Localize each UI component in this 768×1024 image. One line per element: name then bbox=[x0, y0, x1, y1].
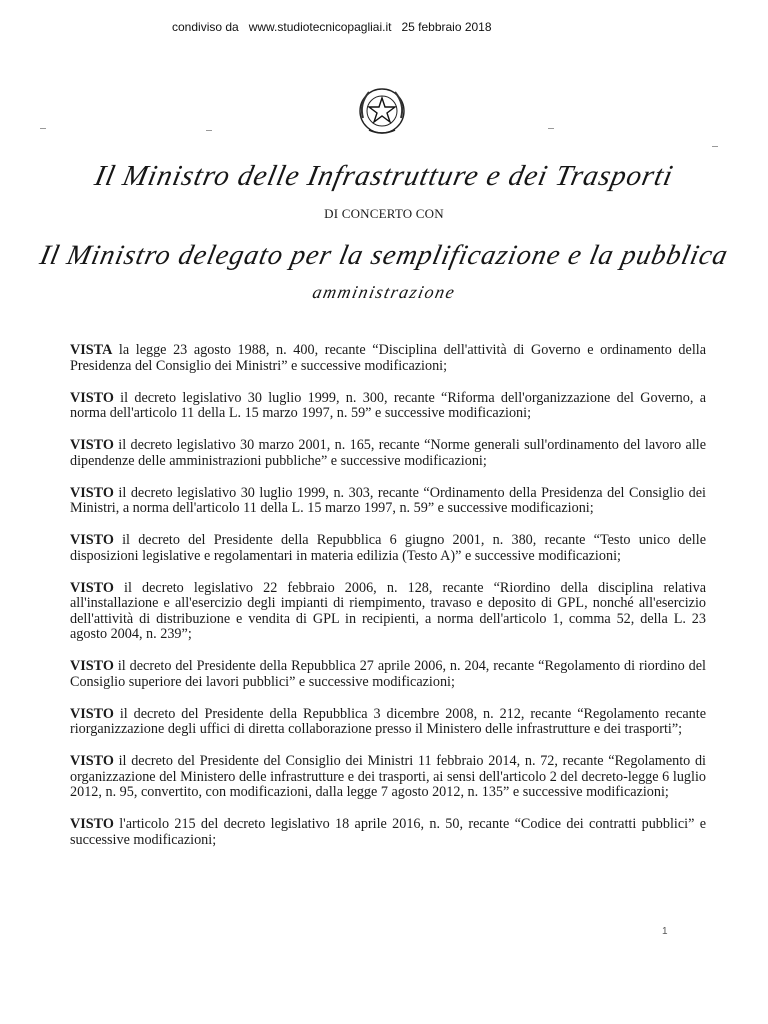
recital-paragraph bbox=[70, 486, 706, 517]
title-minister-secondary-line1: Il Ministro delegato per la semplificazione e la pubblica bbox=[37, 240, 732, 271]
recital-paragraph bbox=[70, 391, 706, 422]
recital-text: il decreto del Presidente del Consiglio dei Ministri 11 febbraio 2014, n. 72, recante “Regolamento di organizzazione del Ministero delle infrastrutture e dei trasporti, ai sensi dell'articolo 2 del decreto-legge 6 luglio 2012, n. 95, convertito, con modificazioni, dalla legge 7 agosto 2012, n. 135” e successive modificazioni; bbox=[70, 753, 706, 800]
recital-text: il decreto legislativo 30 luglio 1999, n. 303, recante “Ordinamento della Presidenza del Consiglio dei Ministri, a norma dell'articolo 11 della L. 15 marzo 1997, n. 59” e successive modificazioni; bbox=[70, 484, 706, 516]
recital-text: l'articolo 215 del decreto legislativo 18 aprile 2016, n. 50, recante “Codice dei contratti pubblici” e successive modificazioni; bbox=[70, 816, 706, 848]
recital-lead: VISTO bbox=[70, 816, 114, 832]
recital-lead: VISTO bbox=[70, 753, 114, 769]
recital-paragraph bbox=[70, 817, 706, 848]
recital-lead: VISTO bbox=[70, 484, 114, 501]
recital-text: il decreto legislativo 30 marzo 2001, n. 165, recante “Norme generali sull'ordinamento del lavoro alle dipendenze delle amministrazioni pubbliche” e successive modificazioni; bbox=[70, 437, 706, 469]
title-minister-secondary-line2: amministrazione bbox=[310, 282, 458, 302]
recital-text: il decreto del Presidente della Repubblica 6 giugno 2001, n. 380, recante “Testo unico delle disposizioni legislative e regolamentari in materia edilizia (Testo A)” e successive modificazioni; bbox=[70, 532, 706, 564]
recital-lead: VISTO bbox=[70, 658, 114, 674]
recital-lead: VISTA bbox=[70, 342, 113, 358]
header-note: condiviso da www.studiotecnicopagliai.it 25 febbraio 2018 bbox=[172, 20, 492, 34]
recital-text: il decreto legislativo 30 luglio 1999, n. 300, recante “Riforma dell'organizzazione del Governo, a norma dell'articolo 11 della L. 15 marzo 1997, n. 59” e successive modificazioni; bbox=[70, 389, 706, 421]
recital-text: il decreto del Presidente della Repubblica 27 aprile 2006, n. 204, recante “Regolamento di riordino del Consiglio superiore dei lavori pubblici” e successive modificazioni; bbox=[70, 658, 706, 690]
recital-paragraph bbox=[70, 533, 706, 564]
recital-text: la legge 23 agosto 1988, n. 400, recante “Disciplina dell'attività di Governo e ordinamento della Presidenza del Consiglio dei Ministri” e successive modificazioni; bbox=[70, 342, 706, 374]
recital-paragraph bbox=[70, 581, 706, 643]
recital-lead: VISTO bbox=[70, 579, 114, 596]
recital-lead: VISTO bbox=[70, 437, 114, 453]
title-minister: Il Ministro delle Infrastrutture e dei Trasporti bbox=[91, 160, 677, 192]
page-number: 1 bbox=[662, 926, 668, 937]
recital-paragraph bbox=[70, 659, 706, 690]
recital-paragraph bbox=[70, 754, 706, 801]
document-body bbox=[70, 343, 706, 865]
emblem-icon bbox=[355, 84, 409, 138]
concert-label: DI CONCERTO CON bbox=[324, 206, 444, 221]
recital-text: il decreto legislativo 22 febbraio 2006, n. 128, recante “Riordino della disciplina relativa all'installazione e all'esercizio degli impianti di riempimento, travaso e deposito di GPL, nonché all'esercizio dell'attività di distribuzione e vendita di GPL in recipienti, a norma dell'articolo 1, comma 52, della L. 23 agosto 2004, n. 239”; bbox=[70, 579, 706, 642]
recital-paragraph bbox=[70, 343, 706, 374]
recital-lead: VISTO bbox=[70, 389, 114, 406]
recital-lead: VISTO bbox=[70, 705, 114, 722]
recital-lead: VISTO bbox=[70, 532, 114, 548]
recital-text: il decreto del Presidente della Repubblica 3 dicembre 2008, n. 212, recante “Regolamento recante riorganizzazione degli uffici di diretta collaborazione presso il Ministero delle infrastrutture e dei trasporti”; bbox=[70, 705, 706, 737]
recital-paragraph bbox=[70, 707, 706, 738]
recital-paragraph bbox=[70, 438, 706, 469]
